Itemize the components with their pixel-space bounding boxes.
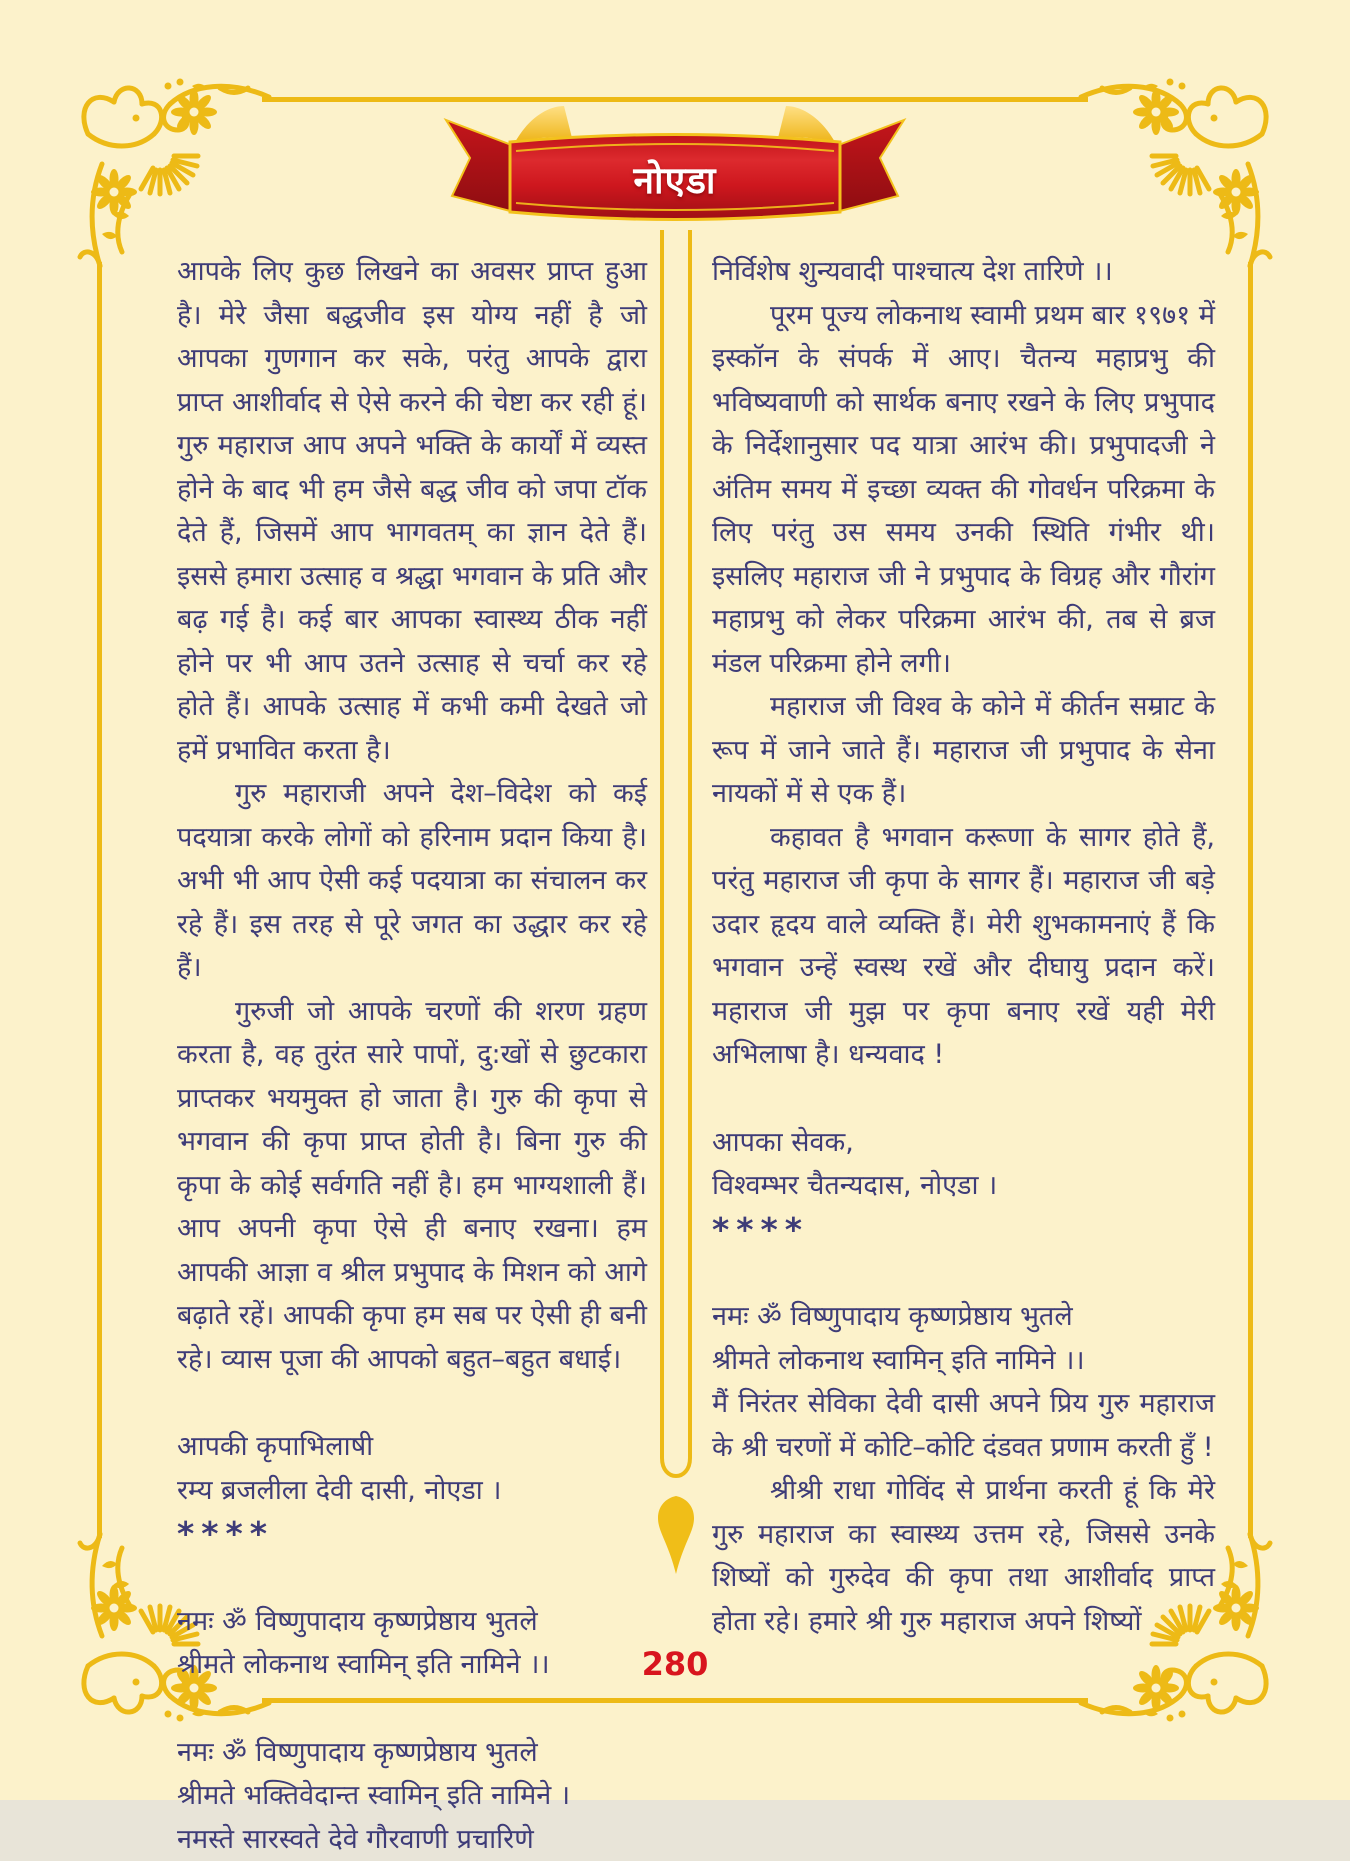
frame-left-line — [97, 262, 102, 1538]
page-number: 280 — [0, 1645, 1350, 1683]
column-divider-icon — [648, 230, 704, 1590]
section-separator: **** — [177, 1512, 647, 1556]
page-title: नोएडा — [510, 142, 840, 214]
signature-block — [177, 1425, 647, 1512]
floral-corner-top-left-icon — [72, 72, 272, 272]
left-text-column — [177, 250, 647, 1861]
signoff-line: आपकी कृपाभिलाषी — [177, 1425, 647, 1469]
signoff-line: रम्य ब्रजलीला देवी दासी, नोएडा । — [177, 1469, 647, 1513]
shloka-line: श्रीमते लोकनाथ स्वामिन् इति नामिने ।। — [177, 1643, 647, 1687]
paragraph: महाराज जी विश्व के कोने में कीर्तन सम्राट के रूप में जाने जाते हैं। महाराज जी प्रभुपाद के सेना नायकों में से एक हैं। — [712, 685, 1215, 816]
shloka-line: नमः ॐ विष्णुपादाय कृष्णप्रेष्ठाय भुतले — [177, 1600, 647, 1644]
paragraph: पूरम पूज्य लोकनाथ स्वामी प्रथम बार १९७१ में इस्कॉन के संपर्क में आए। चैतन्य महाप्रभु की भविष्यवाणी को सार्थक बनाए रखने के लिए प्रभुपाद के निर्देशानुसार पद यात्रा आरंभ की। प्रभुपादजी ने अंतिम समय में इच्छा व्यक्त की गोवर्धन परिक्रमा के लिए परंतु उस समय उनकी स्थिति गंभीर थी। इसलिए महाराज जी ने प्रभुपाद के विग्रह और गौरांग महाप्रभु को लेकर परिक्रमा आरंभ की, तब से ब्रज मंडल परिक्रमा होने लगी। — [712, 294, 1215, 686]
paragraph: कहावत है भगवान करूणा के सागर होते हैं, परंतु महाराज जी कृपा के सागर हैं। महाराज जी बड़े उदार हृदय वाले व्यक्ति हैं। मेरी शुभकामनाएं हैं कि भगवान उन्हें स्वस्थ रखें और दीघायु प्रदान करें। महाराज जी मुझ पर कृपा बनाए रखें यही मेरी अभिलाषा है। धन्यवाद ! — [712, 816, 1215, 1077]
frame-right-line — [1248, 262, 1253, 1538]
shloka-block — [712, 1295, 1215, 1382]
signature-block — [712, 1121, 1215, 1208]
shloka-line: श्रीमते भक्तिवेदान्त स्वामिन् इति नामिने । — [177, 1774, 647, 1818]
shloka-line: नमः ॐ विष्णुपादाय कृष्णप्रेष्ठाय भुतले — [712, 1295, 1215, 1339]
paragraph: श्रीश्री राधा गोविंद से प्रार्थना करती हूं कि मेरे गुरु महाराज का स्वास्थ्य उत्तम रहे, जिससे उनके शिष्यों को गुरुदेव की कृपा तथा आशीर्वाद प्राप्त होता रहे। हमारे श्री गुरु महाराज अपने शिष्यों — [712, 1469, 1215, 1643]
floral-corner-top-right-icon — [1078, 72, 1278, 272]
shloka-line: नमस्ते सारस्वते देवे गौरवाणी प्रचारिणे — [177, 1818, 647, 1861]
paragraph: मैं निरंतर सेविका देवी दासी अपने प्रिय गुरु महाराज के श्री चरणों में कोटि–कोटि दंडवत प्रणाम करती हुँ ! — [712, 1382, 1215, 1469]
chapter-ribbon-banner — [430, 96, 920, 238]
shloka-line: नमः ॐ विष्णुपादाय कृष्णप्रेष्ठाय भुतले — [177, 1731, 647, 1775]
shloka-line: श्रीमते लोकनाथ स्वामिन् इति नामिने ।। — [712, 1339, 1215, 1383]
paragraph: गुरुजी जो आपके चरणों की शरण ग्रहण करता है, वह तुरंत सारे पापों, दु:खों से छुटकारा प्राप्तकर भयमुक्त हो जाता है। गुरु की कृपा से भगवान की कृपा प्राप्त होती है। बिना गुरु की कृपा के कोई सर्वगति नहीं है। हम भाग्यशाली हैं। आप अपनी कृपा ऐसे ही बनाए रखना। हम आपकी आज्ञा व श्रील प्रभुपाद के मिशन को आगे बढ़ाते रहें। आपकी कृपा हम सब पर ऐसी ही बनी रहे। व्यास पूजा की आपको बहुत–बहुत बधाई। — [177, 990, 647, 1382]
right-text-column — [712, 250, 1215, 1643]
shloka-line: निर्विशेष शुन्यवादी पाश्चात्य देश तारिणे ।। — [712, 250, 1215, 294]
section-separator: **** — [712, 1208, 1215, 1252]
shloka-block — [177, 1731, 647, 1861]
paragraph: गुरु महाराजी अपने देश–विदेश को कई पदयात्रा करके लोगों को हरिनाम प्रदान किया है। अभी भी आप ऐसी कई पदयात्रा का संचालन कर रहे हैं। इस तरह से पूरे जगत का उद्धार कर रहे हैं। — [177, 772, 647, 990]
signoff-line: आपका सेवक, — [712, 1121, 1215, 1165]
paragraph: आपके लिए कुछ लिखने का अवसर प्राप्त हुआ है। मेरे जैसा बद्धजीव इस योग्य नहीं है जो आपका गुणगान कर सके, परंतु आपके द्वारा प्राप्त आशीर्वाद से ऐसे करने की चेष्टा कर रही हूं। गुरु महाराज आप अपने भक्ति के कार्यों में व्यस्त होने के बाद भी हम जैसे बद्ध जीव को जपा टॉक देते हैं, जिसमें आप भागवतम् का ज्ञान देते हैं। इससे हमारा उत्साह व श्रद्धा भगवान के प्रति और बढ़ गई है। कई बार आपका स्वास्थ्य ठीक नहीं होने पर भी आप उतने उत्साह से चर्चा कर रहे होते हैं। आपके उत्साह में कभी कमी देखते जो हमें प्रभावित करता है। — [177, 250, 647, 772]
signoff-line: विश्वम्भर चैतन्यदास, नोएडा । — [712, 1164, 1215, 1208]
